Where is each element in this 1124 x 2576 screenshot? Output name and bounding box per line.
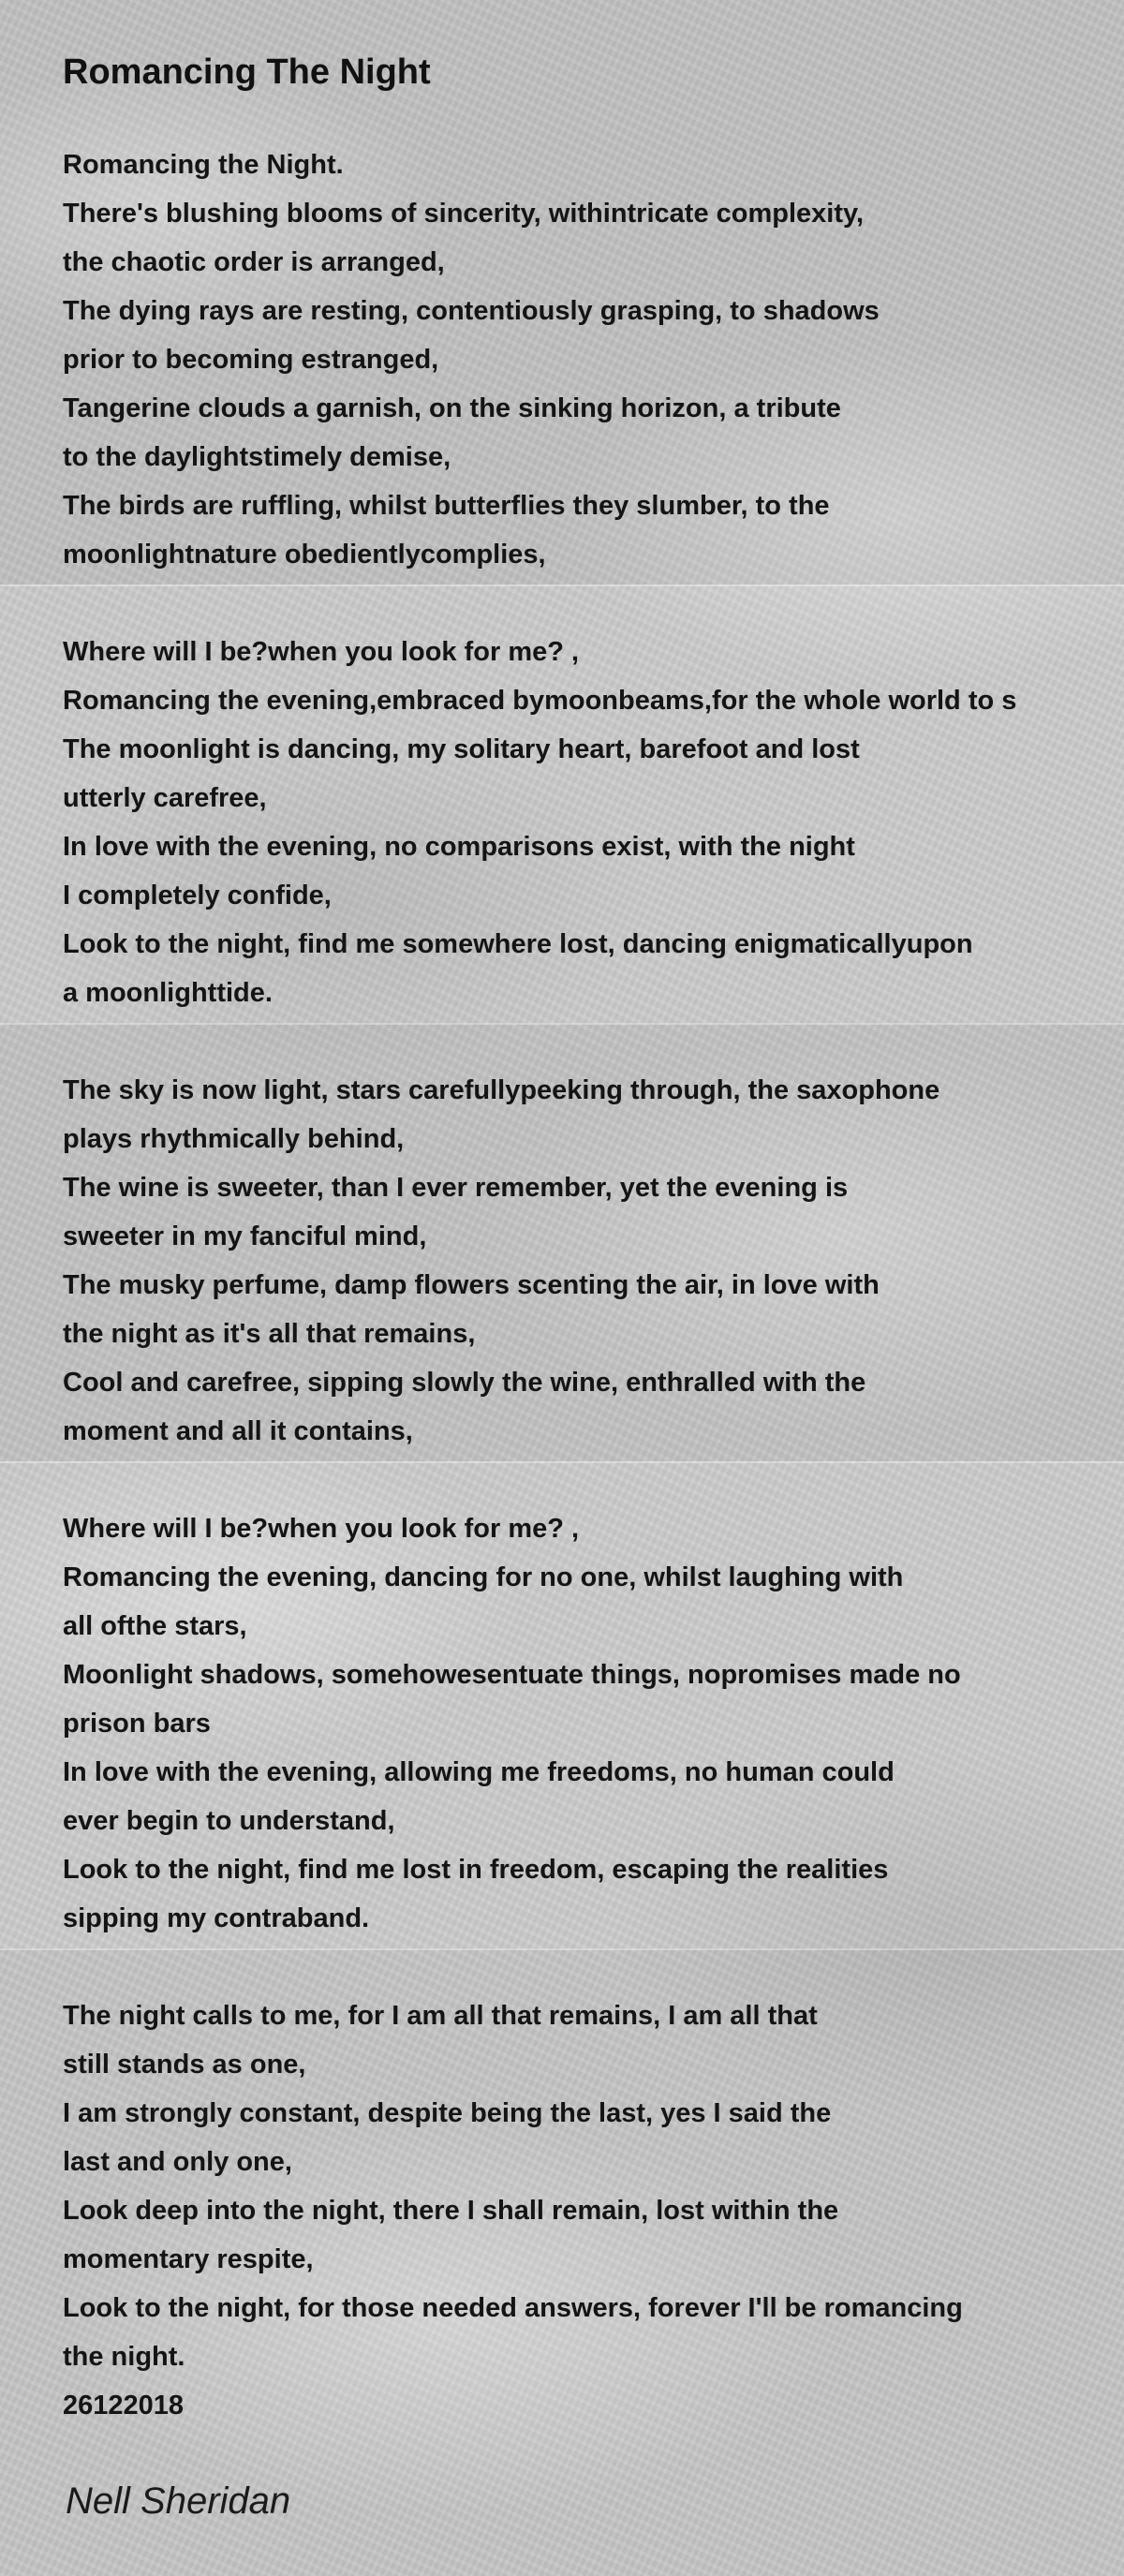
poem-line: moment and all it contains,: [63, 1416, 413, 1446]
poem-line: The dying rays are resting, contentiously grasping, to shadows: [63, 296, 880, 326]
poem-line: There's blushing blooms of sincerity, withintricate complexity,: [63, 199, 865, 229]
poem-line: 26122018: [63, 2391, 185, 2421]
poem-line: moonlightnature obedientlycomplies,: [63, 540, 546, 570]
poem-line: Romancing the evening, dancing for no one, whilst laughing with: [63, 1562, 904, 1592]
poem-line: the chaotic order is arranged,: [63, 247, 445, 277]
poem-line: sipping my contraband.: [63, 1903, 370, 1933]
poem-line: In love with the evening, no comparisons exist, with the night: [63, 832, 855, 862]
band-divider: [0, 1023, 1124, 1025]
poem-line: the night as it's all that remains,: [63, 1319, 476, 1349]
poem-line: prison bars: [63, 1709, 211, 1739]
band-divider: [0, 1948, 1124, 1950]
poem-line: In love with the evening, allowing me freedoms, no human could: [63, 1757, 895, 1787]
poem-line: Where will I be?when you look for me? ,: [63, 1514, 580, 1544]
stanza-3: [63, 1066, 939, 1456]
poem-line: Moonlight shadows, somehowesentuate things, nopromises made no: [63, 1660, 961, 1690]
poem-line: The night calls to me, for I am all that remains, I am all that: [63, 2001, 818, 2031]
poem-line: Look to the night, find me lost in freedom, escaping the realities: [63, 1855, 889, 1885]
poem-line: Where will I be?when you look for me? ,: [63, 637, 580, 667]
poem-line: Look to the night, for those needed answers, forever I'll be romancing: [63, 2293, 963, 2323]
stanza-1: [63, 141, 880, 579]
poem-line: to the daylightstimely demise,: [63, 442, 451, 472]
band-divider: [0, 585, 1124, 586]
poem-line: I completely confide,: [63, 881, 332, 910]
poem-line: last and only one,: [63, 2147, 292, 2177]
poem-line: momentary respite,: [63, 2244, 314, 2274]
poem-line: still stands as one,: [63, 2050, 306, 2080]
stanza-2: [63, 628, 1016, 1017]
poem-line: Look to the night, find me somewhere lost, dancing enigmaticallyupon: [63, 929, 973, 959]
poem-line: Cool and carefree, sipping slowly the wine, enthralled with the: [63, 1368, 866, 1398]
poem-line: The musky perfume, damp flowers scenting the air, in love with: [63, 1270, 880, 1300]
poem-line: the night.: [63, 2342, 185, 2372]
poem-line: utterly carefree,: [63, 783, 267, 813]
poem-line: The sky is now light, stars carefullypeeking through, the saxophone: [63, 1075, 940, 1105]
poem-line: a moonlighttide.: [63, 978, 273, 1008]
poem-line: all ofthe stars,: [63, 1611, 247, 1641]
poem-line: I am strongly constant, despite being the last, yes I said the: [63, 2098, 832, 2128]
poem-line: Romancing the Night.: [63, 150, 344, 180]
poem-line: plays rhythmically behind,: [63, 1124, 405, 1154]
stanza-4: [63, 1504, 961, 1943]
band-divider: [0, 1461, 1124, 1463]
stanza-5: [63, 1991, 963, 2430]
poem-line: ever begin to understand,: [63, 1806, 395, 1836]
poem-line: Romancing the evening,embraced bymoonbeams,for the whole world to s: [63, 686, 1017, 716]
poem-line: prior to becoming estranged,: [63, 345, 439, 375]
poem-title: Romancing The Night: [63, 52, 431, 92]
poem-line: The wine is sweeter, than I ever remember, yet the evening is: [63, 1173, 849, 1203]
poem-line: sweeter in my fanciful mind,: [63, 1221, 427, 1251]
poem-line: Tangerine clouds a garnish, on the sinking horizon, a tribute: [63, 393, 841, 423]
poem-line: The birds are ruffling, whilst butterflies they slumber, to the: [63, 491, 830, 521]
poem-author: Nell Sheridan: [66, 2480, 291, 2522]
poem-line: The moonlight is dancing, my solitary heart, barefoot and lost: [63, 734, 860, 764]
poem-line: Look deep into the night, there I shall remain, lost within the: [63, 2196, 839, 2226]
